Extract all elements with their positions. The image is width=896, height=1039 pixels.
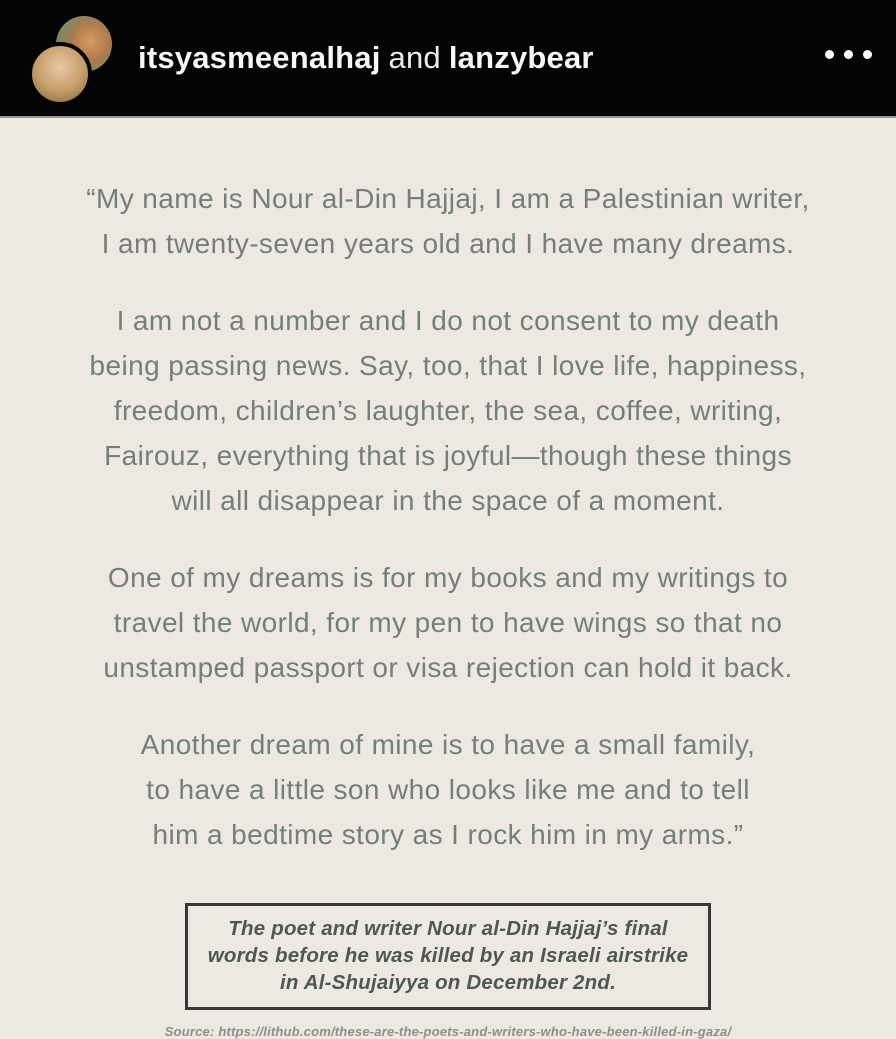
quote-paragraph-2: [0, 298, 896, 523]
post-header: [0, 0, 896, 118]
caption-box: [185, 903, 712, 1010]
ellipsis-dot: [863, 50, 872, 59]
quote-paragraph-1: [0, 176, 896, 266]
byline-conjunction: and: [388, 40, 441, 75]
quote-line: One of my dreams is for my books and my writings to: [107, 562, 789, 593]
quote-line: him a bedtime story as I rock him in my arms.”: [152, 819, 744, 850]
quote-line: Another dream of mine is to have a small family,: [140, 729, 756, 760]
post-byline: [138, 40, 594, 76]
quote-line: will all disappear in the space of a moment.: [171, 485, 725, 516]
quote-paragraph-3: [0, 555, 896, 690]
username-primary[interactable]: itsyasmeenalhaj: [138, 40, 381, 75]
quote-line: to have a little son who looks like me and to tell: [146, 774, 750, 805]
username-secondary[interactable]: lanzybear: [448, 40, 594, 75]
source-citation: Source: https://lithub.com/these-are-the-poets-and-writers-who-have-been-killed-in-gaza/: [164, 1024, 732, 1039]
caption-line: words before he was killed by an Israeli airstrike: [207, 944, 689, 967]
quote-paragraph-4: [0, 722, 896, 857]
quote-line: “My name is Nour al-Din Hajjaj, I am a Palestinian writer,: [86, 183, 810, 214]
quote-line: freedom, children’s laughter, the sea, coffee, writing,: [113, 395, 783, 426]
quote-line: Fairouz, everything that is joyful—though these things: [104, 440, 792, 471]
quote-line: I am twenty-seven years old and I have many dreams.: [101, 228, 795, 259]
ellipsis-dot: [844, 50, 853, 59]
quote-line: being passing news. Say, too, that I love life, happiness,: [89, 350, 807, 381]
quote-line: I am not a number and I do not consent to my death: [116, 305, 780, 336]
caption-line: The poet and writer Nour al-Din Hajjaj’s final: [228, 917, 668, 940]
avatar-group[interactable]: [20, 8, 124, 108]
quote-line: unstamped passport or visa rejection can hold it back.: [103, 652, 793, 683]
more-options-icon[interactable]: [825, 50, 872, 59]
post-image-content: [0, 118, 896, 1039]
caption-line: in Al-Shujaiyya on December 2nd.: [279, 971, 616, 994]
avatar-itsyasmeenalhaj[interactable]: [28, 42, 92, 106]
ellipsis-dot: [825, 50, 834, 59]
quote-line: travel the world, for my pen to have wings so that no: [113, 607, 783, 638]
